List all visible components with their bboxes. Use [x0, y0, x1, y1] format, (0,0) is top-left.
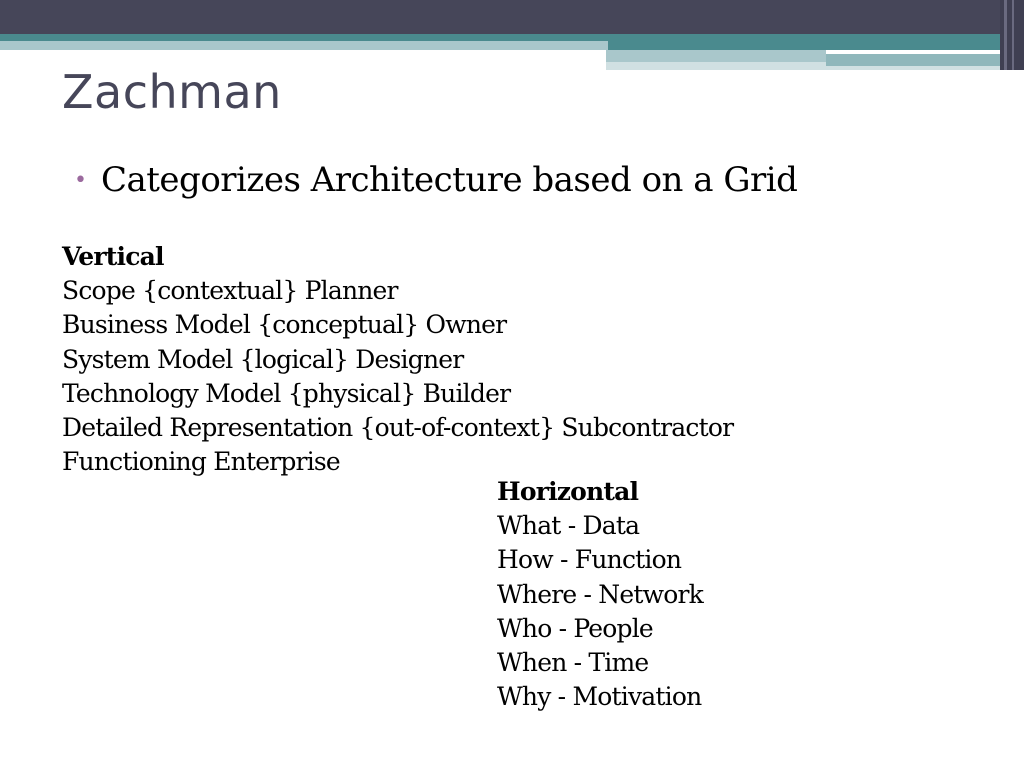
- horizontal-line: What - Data: [497, 511, 640, 541]
- vertical-line: Functioning Enterprise: [62, 447, 340, 477]
- header-stripe-1: [1004, 0, 1007, 70]
- header-band-light: [0, 41, 608, 50]
- horizontal-line: Why - Motivation: [497, 682, 702, 712]
- horizontal-line: Where - Network: [497, 579, 703, 609]
- horizontal-line: When - Time: [497, 648, 649, 678]
- vertical-list: [62, 240, 733, 479]
- header-band-right-mid: [826, 54, 1024, 66]
- vertical-heading: Vertical: [62, 242, 164, 271]
- slide-title: Zachman: [62, 65, 282, 119]
- horizontal-line: How - Function: [497, 545, 682, 575]
- header-band-dark: [0, 0, 1024, 34]
- horizontal-list: [497, 475, 703, 714]
- horizontal-line: Who - People: [497, 613, 653, 643]
- header-stripe-2: [1012, 0, 1014, 70]
- horizontal-heading: Horizontal: [497, 477, 639, 506]
- vertical-line: Detailed Representation {out-of-context} Subcontractor: [62, 413, 734, 443]
- vertical-line: System Model {logical} Designer: [62, 344, 464, 374]
- vertical-line: Scope {contextual} Planner: [62, 276, 398, 306]
- bullet-dot-icon: •: [74, 167, 87, 193]
- bullet-text: Categorizes Architecture based on a Grid: [100, 160, 798, 200]
- vertical-line: Technology Model {physical} Builder: [62, 378, 511, 408]
- vertical-line: Business Model {conceptual} Owner: [62, 310, 507, 340]
- bullet-item: [74, 158, 797, 202]
